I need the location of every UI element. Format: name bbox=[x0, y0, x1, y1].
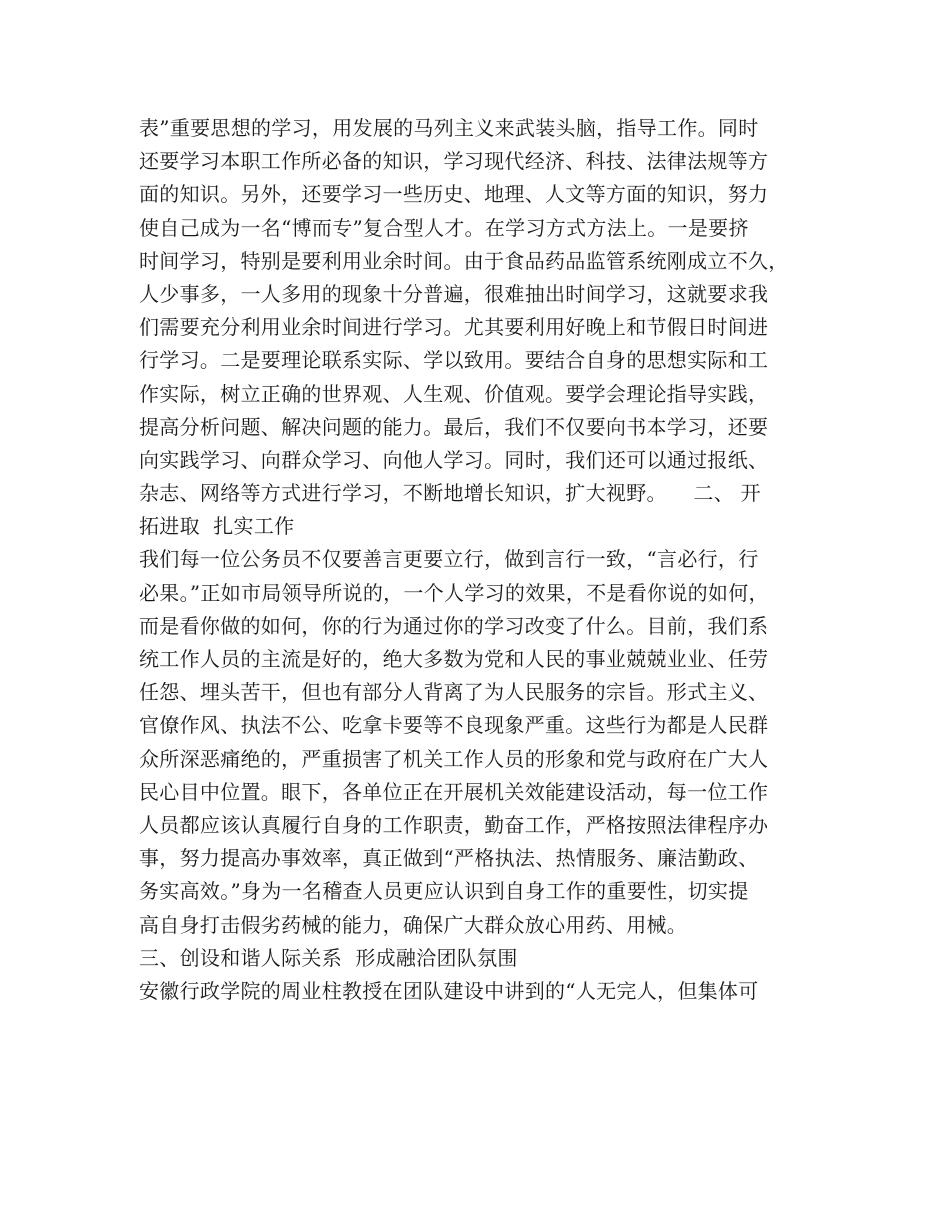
text-line: 向实践学习、向群众学习、向他人学习。同时，我们还可以通过报纸、 bbox=[139, 447, 769, 472]
text-line: 务实高效。”身为一名稽查人员更应认识到自身工作的重要性，切实提 bbox=[139, 879, 749, 904]
text-line: 高自身打击假劣药械的能力，确保广大群众放心用药、用械。 bbox=[139, 912, 688, 937]
text-line: 作实际，树立正确的世界观、人生观、价值观。要学会理论指导实践， bbox=[139, 381, 769, 406]
text-line: 人少事多，一人多用的现象十分普遍，很难抽出时间学习，这就要求我 bbox=[139, 281, 769, 306]
text-line: 表”重要思想的学习，用发展的马列主义来武装头脑，指导工作。同时 bbox=[139, 116, 759, 140]
text-line: 人员都应该认真履行自身的工作职责，勤奋工作，严格按照法律程序办 bbox=[139, 812, 769, 837]
text-line: 众所深恶痛绝的，严重损害了机关工作人员的形象和党与政府在广大人 bbox=[139, 746, 769, 771]
text-line: 时间学习，特别是要利用业余时间。由于食品药品监管系统刚成立不久， bbox=[139, 248, 789, 273]
section-heading-line: 拓进取 扎实工作 bbox=[139, 514, 295, 539]
text-line: 提高分析问题、解决问题的能力。最后，我们不仅要向书本学习，还要 bbox=[139, 414, 769, 439]
text-line: 必果。”正如市局领导所说的，一个人学习的效果，不是看你说的如何， bbox=[139, 580, 769, 605]
text-line: 安徽行政学院的周业柱教授在团队建设中讲到的“人无完人，但集体可 bbox=[139, 978, 759, 1003]
text-line: 使自己成为一名“博而专”复合型人才。在学习方式方法上。一是要挤 bbox=[139, 215, 749, 240]
text-line: 而是看你做的如何，你的行为通过你的学习改变了什么。目前，我们系 bbox=[139, 613, 769, 638]
text-line: 行学习。二是要理论联系实际、学以致用。要结合自身的思想实际和工 bbox=[139, 348, 769, 373]
text-line: 还要学习本职工作所必备的知识，学习现代经济、科技、法律法规等方 bbox=[139, 149, 769, 174]
text-line: 统工作人员的主流是好的，绝大多数为党和人民的事业兢兢业业、任劳 bbox=[139, 647, 769, 671]
body-text bbox=[139, 112, 829, 1008]
text-line: 官僚作风、执法不公、吃拿卡要等不良现象严重。这些行为都是人民群 bbox=[139, 713, 769, 738]
text-line: 民心目中位置。眼下，各单位正在开展机关效能建设活动，每一位工作 bbox=[139, 779, 769, 804]
text-line: 我们每一位公务员不仅要善言更要立行，做到言行一致，“言必行，行 bbox=[139, 547, 759, 572]
text-line: 任怨、埋头苦干，但也有部分人背离了为人民服务的宗旨。形式主义、 bbox=[139, 680, 769, 705]
text-line: 们需要充分利用业余时间进行学习。尤其要利用好晚上和节假日时间进 bbox=[139, 315, 769, 340]
text-line: 事，努力提高办事效率，真正做到“严格执法、热情服务、廉洁勤政、 bbox=[139, 846, 759, 871]
text-line: 杂志、网络等方式进行学习，不断地增长知识，扩大视野。 二、 开 bbox=[139, 481, 761, 506]
section-heading: 三、创设和谐人际关系 形成融洽团队氛围 bbox=[139, 945, 518, 970]
text-line: 面的知识。另外，还要学习一些历史、地理、人文等方面的知识，努力 bbox=[139, 182, 769, 207]
